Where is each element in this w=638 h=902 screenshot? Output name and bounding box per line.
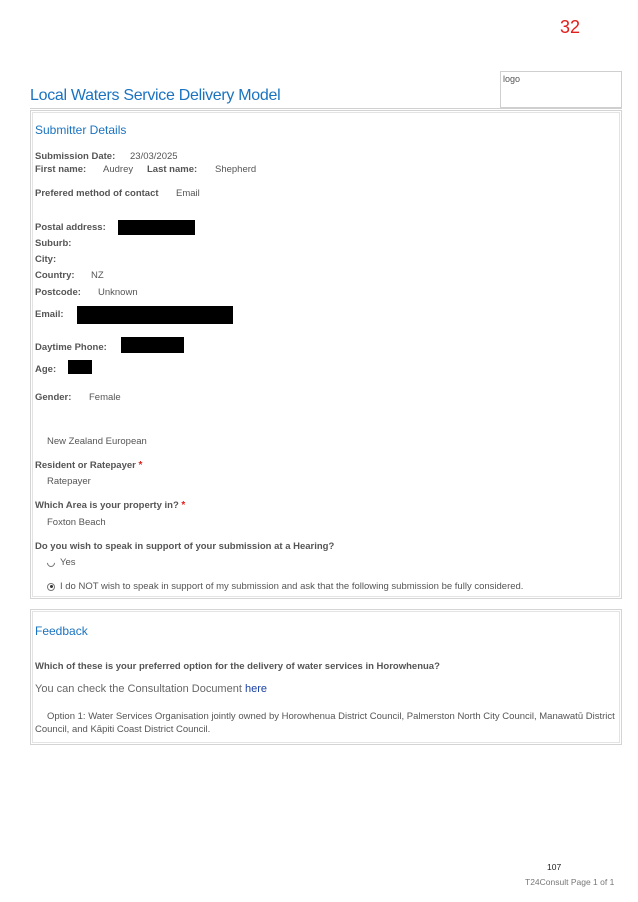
hearing-option-yes[interactable] <box>47 557 76 568</box>
radio-checked-icon[interactable] <box>47 583 55 591</box>
title-divider <box>30 108 622 109</box>
ethnicity-value: New Zealand European <box>47 436 147 447</box>
consultation-text: You can check the Consultation Document <box>35 683 242 695</box>
last-name-label: Last name: <box>147 164 198 175</box>
country-value: NZ <box>91 270 104 281</box>
feedback-section-title: Feedback <box>35 624 88 638</box>
phone-redaction <box>121 337 184 353</box>
age-redaction <box>68 360 92 374</box>
email-label: Email: <box>35 309 64 320</box>
age-label: Age: <box>35 364 57 375</box>
consultation-document-link[interactable]: here <box>244 683 267 695</box>
postcode-value: Unknown <box>98 287 138 298</box>
contact-method-label: Prefered method of contact <box>35 188 159 199</box>
suburb-label: Suburb: <box>35 238 72 249</box>
page-number: 32 <box>560 17 581 37</box>
document-number: 107 <box>547 862 562 872</box>
radio-unchecked-icon[interactable] <box>45 557 56 568</box>
city-label: City: <box>35 254 57 265</box>
contact-method-value: Email <box>176 188 200 199</box>
hearing-option-no[interactable] <box>47 581 523 592</box>
postal-address-label: Postal address: <box>35 222 106 233</box>
area-label-text: Which Area is your property in? <box>35 500 179 511</box>
gender-label: Gender: <box>35 392 72 403</box>
gender-value: Female <box>89 392 121 403</box>
resident-value: Ratepayer <box>47 476 91 487</box>
resident-label <box>35 460 142 471</box>
phone-label: Daytime Phone: <box>35 342 107 353</box>
logo-placeholder: logo <box>500 71 622 108</box>
email-redaction <box>77 306 233 324</box>
required-marker: * <box>138 460 143 471</box>
resident-label-text: Resident or Ratepayer <box>35 460 136 471</box>
hearing-option-yes-label: Yes <box>60 557 76 568</box>
country-label: Country: <box>35 270 75 281</box>
required-marker: * <box>181 500 186 511</box>
submission-date-value: 23/03/2025 <box>130 151 178 162</box>
postal-address-redaction <box>118 220 195 235</box>
area-label <box>35 500 185 511</box>
document-reference: T24Consult Page 1 of 1 <box>525 877 615 887</box>
submitter-section-title: Submitter Details <box>35 123 127 137</box>
first-name-label: First name: <box>35 164 87 175</box>
first-name-value: Audrey <box>103 164 134 175</box>
postcode-label: Postcode: <box>35 287 81 298</box>
feedback-question: Which of these is your preferred option for the delivery of water services in Horowhenua? <box>35 661 440 672</box>
consultation-line <box>35 683 267 695</box>
page-title: Local Waters Service Delivery Model <box>30 87 281 104</box>
panel-inner-border <box>32 112 620 597</box>
submission-date-label: Submission Date: <box>35 151 116 162</box>
hearing-option-no-label: I do NOT wish to speak in support of my submission and ask that the following submission be fully considered. <box>60 581 524 592</box>
feedback-answer: Option 1: Water Services Organisation jointly owned by Horowhenua District Council, Palmerston North City Council, Manawatū District Council, and Kāpiti Coast District Council. <box>35 711 615 735</box>
last-name-value: Shepherd <box>215 164 257 175</box>
submitter-details-panel <box>30 110 622 599</box>
area-value: Foxton Beach <box>47 517 106 528</box>
hearing-question: Do you wish to speak in support of your submission at a Hearing? <box>35 541 335 552</box>
